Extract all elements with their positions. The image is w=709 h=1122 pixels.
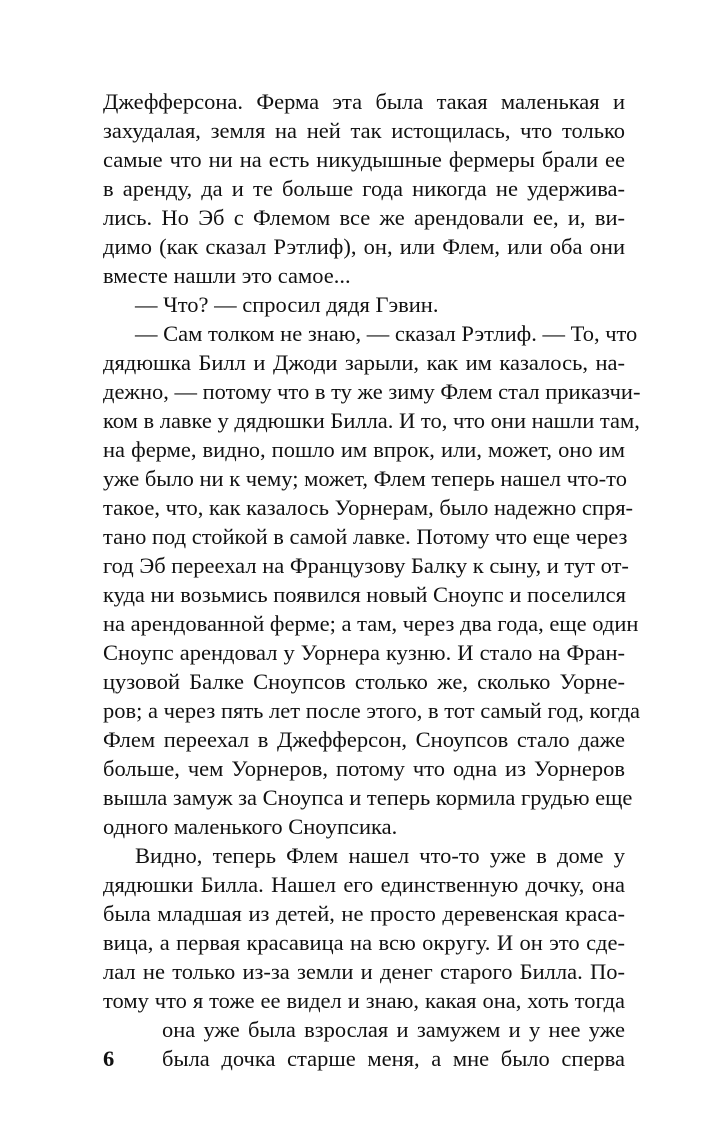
page-number: 6 xyxy=(103,1046,115,1071)
text-line: — Сам толком не знаю, — сказал Рэтлиф. — То, что xyxy=(135,321,638,346)
text-line: такое, что, как казалось Уорнерам, было надежно спря- xyxy=(103,495,634,520)
text-line: димо (как сказал Рэтлиф), он, или Флем, или оба они xyxy=(103,234,625,259)
text-line: была младшая из детей, не просто деревенская краса- xyxy=(103,901,625,926)
text-line: ров; а через пять лет после этого, в тот самый год, когда xyxy=(103,698,641,723)
text-line: лал не только из-за земли и денег старого Билла. По- xyxy=(103,959,625,984)
text-line: дядюшка Билл и Джоди зарыли, как им казалось, на- xyxy=(103,350,625,375)
text-line: Сноупс арендовал у Уорнера кузню. И стало на Фран- xyxy=(103,640,625,665)
text-line: ком в лавке у дядюшки Билла. И то, что они нашли там, xyxy=(103,408,640,433)
text-line: — Что? — спросил дядя Гэвин. xyxy=(135,292,439,317)
text-line: лись. Но Эб с Флемом все же арендовали ее, и, ви- xyxy=(103,205,625,230)
text-line: дядюшки Билла. Нашел его единственную дочку, она xyxy=(103,872,625,897)
text-line: в аренду, да и те больше года никогда не удержива- xyxy=(103,176,625,201)
text-line: на ферме, видно, пошло им впрок, или, может, оно им xyxy=(103,437,625,462)
text-line: Видно, теперь Флем нашел что-то уже в доме у xyxy=(135,843,625,868)
text-line: Джефферсона. Ферма эта была такая маленькая и xyxy=(103,89,625,114)
text-line: одного маленького Сноупсика. xyxy=(103,814,398,839)
text-line: дежно, — потому что в ту же зиму Флем стал приказчи- xyxy=(103,379,641,404)
text-line: она уже была взрослая и замужем и у нее уже xyxy=(162,1017,625,1042)
text-line: была дочка старше меня, а мне было сперва xyxy=(162,1046,625,1071)
text-line: вица, а первая красавица на всю округу. И он это сде- xyxy=(103,930,625,955)
text-line: самые что ни на есть никудышные фермеры брали ее xyxy=(103,147,625,172)
text-line: вместе нашли это самое... xyxy=(103,263,351,288)
text-line: тано под стойкой в самой лавке. Потому что еще через xyxy=(103,524,628,549)
text-line: больше, чем Уорнеров, потому что одна из Уорнеров xyxy=(103,756,625,781)
text-line: цузовой Балке Сноупсов столько же, сколько Уорне- xyxy=(103,669,625,694)
text-line: уже было ни к чему; может, Флем теперь нашел что-то xyxy=(103,466,627,491)
text-line: на арендованной ферме; а там, через два года, еще один xyxy=(103,611,639,636)
text-line: куда ни возьмись появился новый Сноупс и поселился xyxy=(103,582,626,607)
text-line: вышла замуж за Сноупса и теперь кормила грудью еще xyxy=(103,785,633,810)
text-line: тому что я тоже ее видел и знаю, какая она, хоть тогда xyxy=(103,988,625,1013)
text-line: год Эб переехал на Французову Балку к сыну, и тут от- xyxy=(103,553,629,578)
text-line: захудалая, земля на ней так истощилась, что только xyxy=(103,118,625,143)
text-line: Флем переехал в Джефферсон, Сноупсов стало даже xyxy=(103,727,625,752)
